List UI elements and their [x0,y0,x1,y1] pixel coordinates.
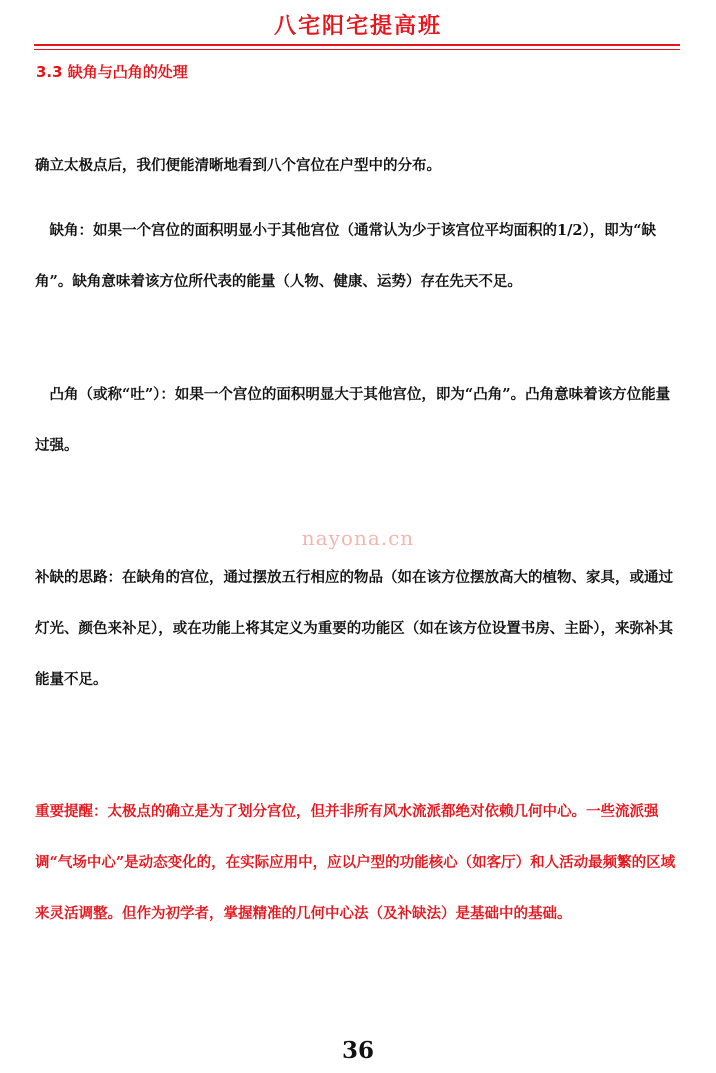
header-rule-thick [34,44,680,46]
watermark: nayona.cn [301,526,415,550]
remedy-paragraph: 补缺的思路：在缺角的宫位，通过摆放五行相应的物品（如在该方位摆放高大的植物、家具，或通过灯光、颜色来补足），或在功能上将其定义为重要的功能区（如在该方位设置书房、主卧），来弥补其能量不足。 [35,569,673,688]
important-reminder: 重要提醒：太极点的确立是为了划分宫位，但并非所有风水流派都绝对依赖几何中心。一些流派强调“气场中心”是动态变化的，在实际应用中，应以户型的功能核心（如客厅）和人活动最频繁的区域来灵活调整。但作为初学者，掌握精准的几何中心法（及补缺法）是基础中的基础。 [35,803,676,922]
page-number: 36 [341,1037,374,1064]
section-heading: 3.3 缺角与凸角的处理 [36,63,188,81]
header-title: 八宅阳宅提高班 [273,13,442,39]
header-rule-thin [34,49,680,50]
protruding-corner-paragraph: 凸角（或称“吐”）：如果一个宫位的面积明显大于其他宫位，即为“凸角”。凸角意味着该方位能量过强。 [35,386,671,454]
intro-paragraph: 确立太极点后，我们便能清晰地看到八个宫位在户型中的分布。 [35,157,441,174]
missing-corner-paragraph: 缺角：如果一个宫位的面积明显小于其他宫位（通常认为少于该宫位平均面积的1/2），即为“缺角”。缺角意味着该方位所代表的能量（人物、健康、运势）存在先天不足。 [35,222,657,290]
